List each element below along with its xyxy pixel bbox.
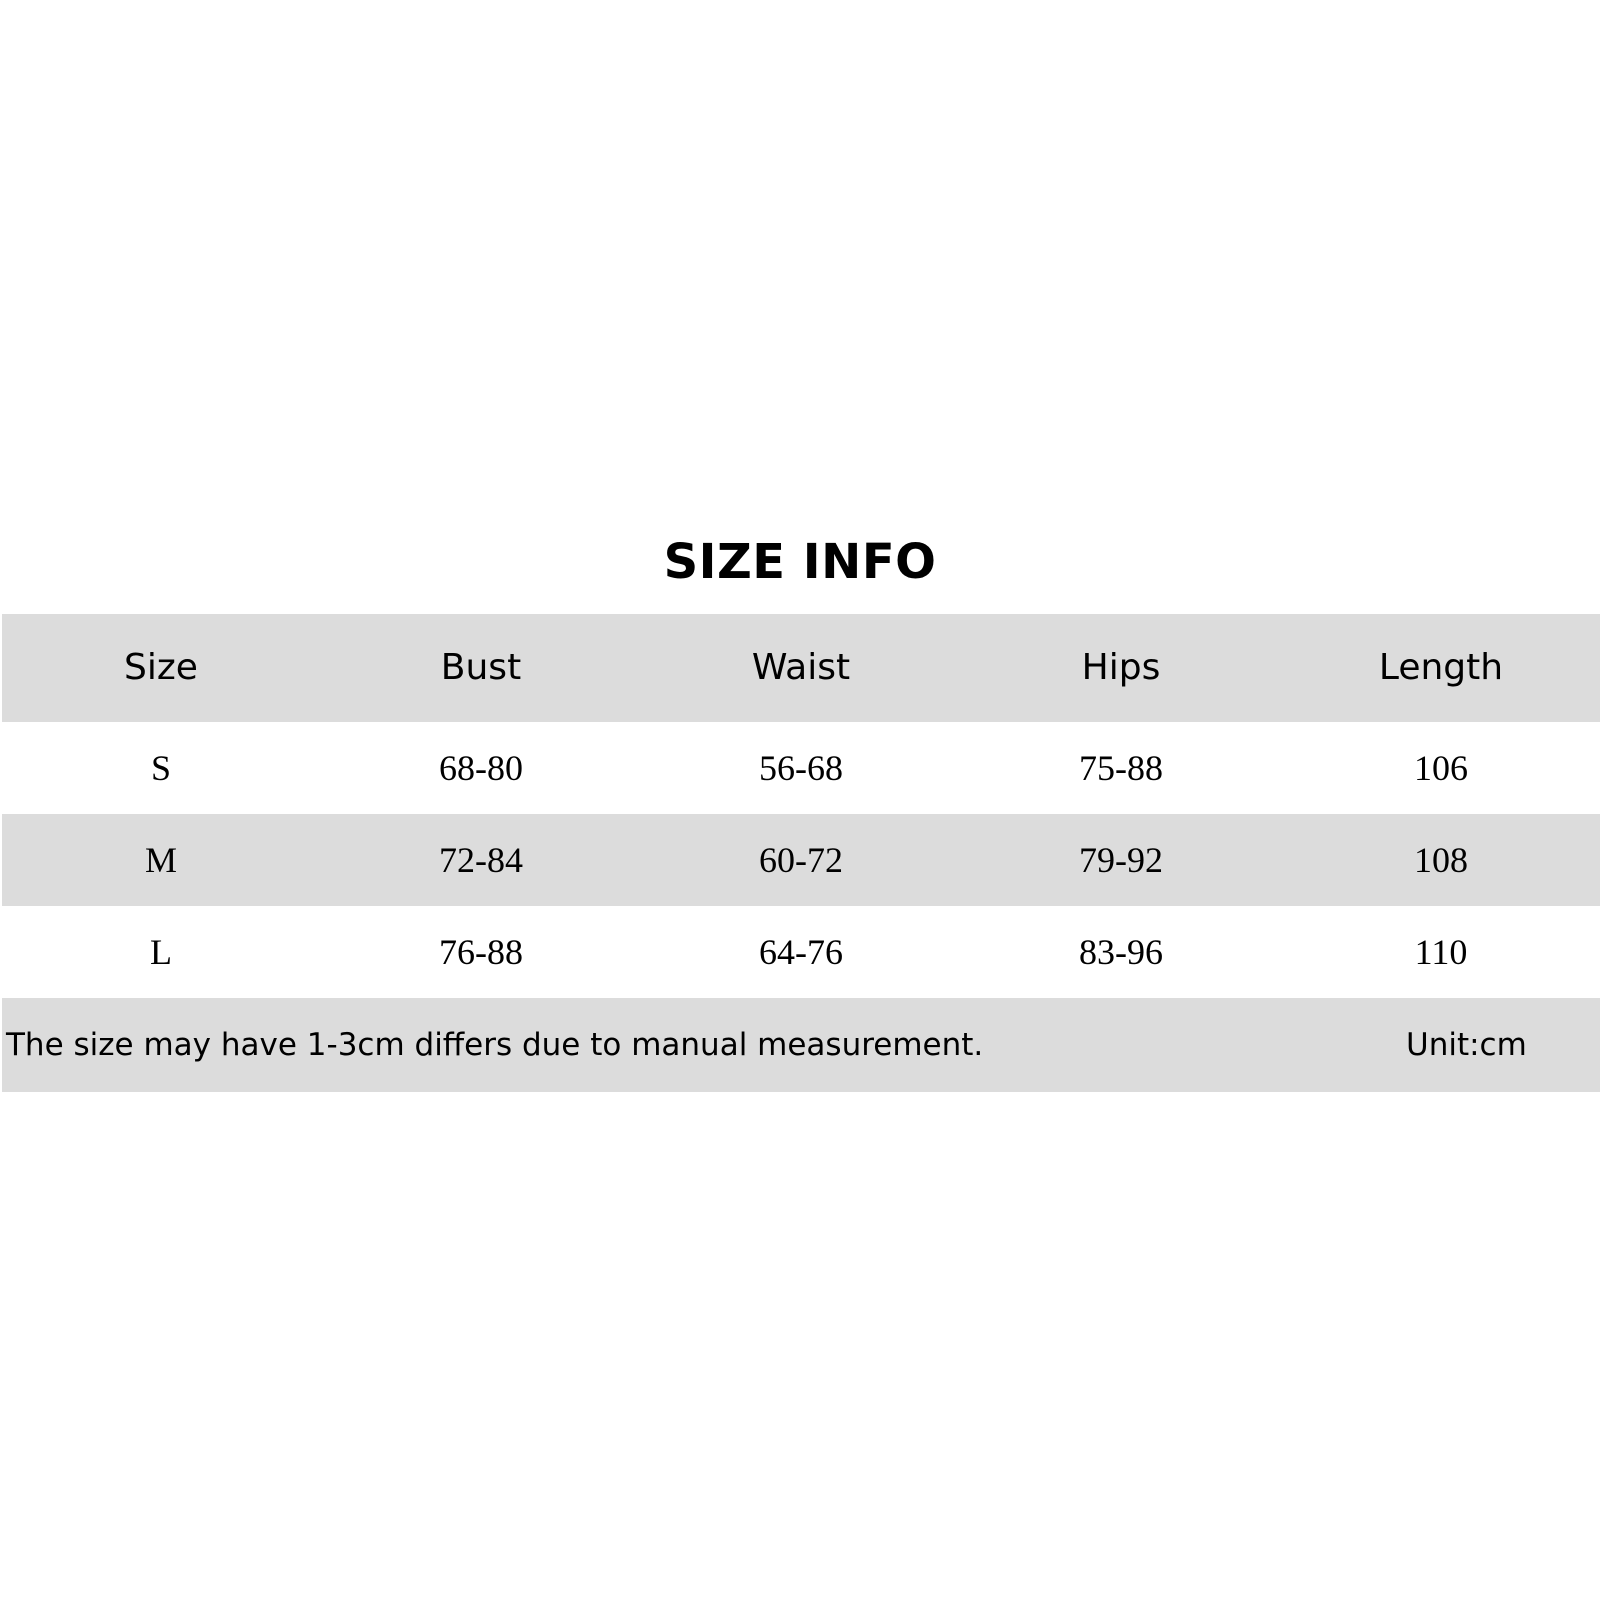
bust-cell: 72-84 <box>439 840 523 880</box>
hips-cell: 75-88 <box>1079 748 1163 788</box>
table-row <box>2 814 1600 906</box>
bust-cell: 68-80 <box>439 748 523 788</box>
hips-cell: 83-96 <box>1079 932 1163 972</box>
table-row <box>2 906 1600 998</box>
waist-cell: 64-76 <box>759 932 843 972</box>
column-header-waist: Waist <box>751 647 851 688</box>
column-header-bust: Bust <box>440 647 522 688</box>
size-cell: L <box>150 932 172 972</box>
column-header-size: Size <box>124 647 198 688</box>
size-cell: S <box>150 748 172 788</box>
table-header-row <box>2 614 1600 722</box>
length-cell: 110 <box>1414 932 1468 972</box>
table-footer-row <box>2 998 1600 1092</box>
waist-cell: 60-72 <box>759 840 843 880</box>
size-table <box>2 614 1600 1092</box>
column-header-length: Length <box>1378 647 1504 688</box>
column-header-hips: Hips <box>1081 647 1161 688</box>
measurement-note: The size may have 1-3cm differs due to manual measurement. <box>6 1027 984 1063</box>
unit-label: Unit:cm <box>1406 1027 1527 1063</box>
length-cell: 108 <box>1414 840 1468 880</box>
length-cell: 106 <box>1414 748 1468 788</box>
bust-cell: 76-88 <box>439 932 523 972</box>
waist-cell: 56-68 <box>759 748 843 788</box>
table-row <box>2 722 1600 814</box>
hips-cell: 79-92 <box>1079 840 1163 880</box>
size-cell: M <box>144 840 177 880</box>
page-title: SIZE INFO <box>663 534 937 590</box>
